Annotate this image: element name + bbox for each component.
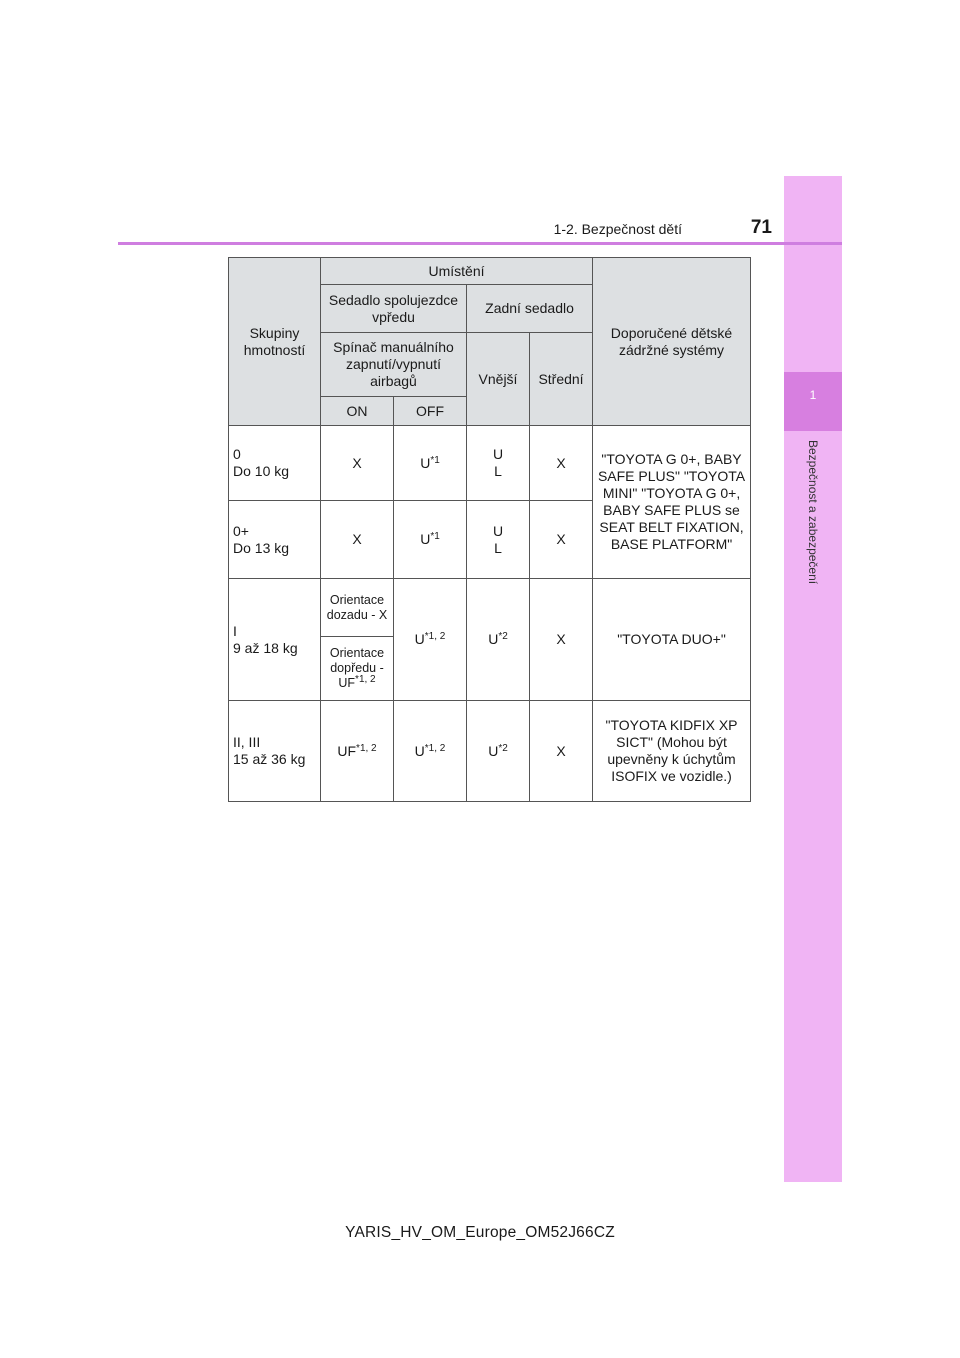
weight-group-cell: I 9 až 18 kg xyxy=(229,579,321,701)
off-cell: $U^{*1}$ xyxy=(394,501,467,579)
weight-group-cell: II, III 15 až 36 kg xyxy=(229,701,321,802)
recommended-header: Doporučené dětské zádržné systémy xyxy=(593,258,751,426)
on-rear-facing-cell: Orientace dozadu - X xyxy=(321,579,394,637)
center-cell: X xyxy=(530,579,593,701)
section-title: 1-2. Bezpečnost dětí xyxy=(553,221,682,237)
rear-seat-header: Zadní sedadlo xyxy=(467,285,593,333)
center-cell: X xyxy=(530,426,593,501)
document-code: YARIS_HV_OM_Europe_OM52J66CZ xyxy=(345,1224,615,1241)
chapter-number: 1 xyxy=(809,388,817,402)
on-cell: X xyxy=(321,501,394,579)
center-cell: X xyxy=(530,701,593,802)
outer-header: Vnější xyxy=(467,333,530,426)
header-rule xyxy=(118,242,842,245)
outer-cell: $U^{*2}$ xyxy=(467,579,530,701)
outer-cell: U L xyxy=(467,426,530,501)
side-chapter-bar xyxy=(784,176,842,1182)
on-forward-facing-cell: Orientace dopředu - UF$^{*1, 2}$ xyxy=(321,637,394,701)
chapter-title: Bezpečnost a zabezpečení xyxy=(806,440,820,585)
placement-header: Umístění xyxy=(321,258,593,285)
chapter-title-vertical xyxy=(801,440,825,660)
on-cell: X xyxy=(321,426,394,501)
on-header: ON xyxy=(321,397,394,426)
airbag-switch-header: Spínač manuálního zapnutí/vypnutí airbagů xyxy=(321,333,467,397)
recommended-cell: "TOYOTA KIDFIX XP SICT" (Mohou být upevněny k úchytům ISOFIX ve vozidle.) xyxy=(593,701,751,802)
weight-group-cell: 0+ Do 13 kg xyxy=(229,501,321,579)
recommended-cell: "TOYOTA G 0+, BABY SAFE PLUS" "TOYOTA MINI" "TOYOTA G 0+, BABY SAFE PLUS se SEAT BELT FIXATION, BASE PLATFORM" xyxy=(593,426,751,579)
weight-group-cell: 0 Do 10 kg xyxy=(229,426,321,501)
recommended-cell: "TOYOTA DUO+" xyxy=(593,579,751,701)
front-seat-header: Sedadlo spolujezdce vpředu xyxy=(321,285,467,333)
off-cell: $U^{*1}$ xyxy=(394,426,467,501)
off-cell: U$^{*1, 2}$ xyxy=(394,579,467,701)
weight-group-header: Skupiny hmotností xyxy=(229,258,321,426)
page-number: 71 xyxy=(750,217,772,238)
outer-cell: $U^{*2}$ xyxy=(467,701,530,802)
child-seat-table xyxy=(228,257,751,802)
off-header: OFF xyxy=(394,397,467,426)
off-cell: U$^{*1, 2}$ xyxy=(394,701,467,802)
center-header: Střední xyxy=(530,333,593,426)
center-cell: X xyxy=(530,501,593,579)
on-cell: UF$^{*1, 2}$ xyxy=(321,701,394,802)
outer-cell: U L xyxy=(467,501,530,579)
